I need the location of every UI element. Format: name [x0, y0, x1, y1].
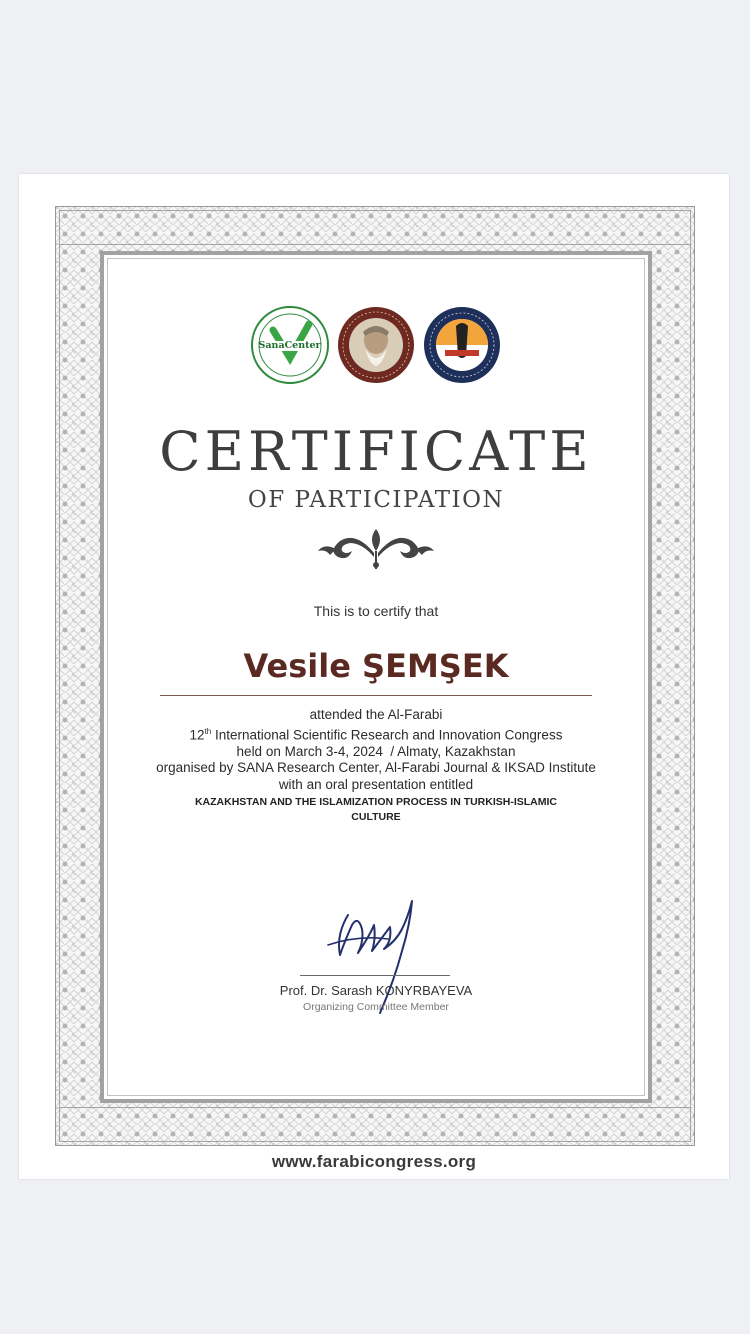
signature-line	[300, 975, 450, 976]
detail-line-3: held on March 3-4, 2024 / Almaty, Kazakhstan	[236, 743, 516, 759]
certificate-sheet	[19, 174, 729, 1179]
signature-icon	[318, 895, 438, 1025]
detail-line-2: 12th International Scientific Research and Innovation Congress	[189, 726, 563, 742]
border-line-bottom	[59, 1107, 691, 1108]
certificate-title: CERTIFICATE	[159, 420, 593, 483]
decorative-border	[55, 206, 695, 1146]
sana-center-logo	[251, 306, 329, 384]
iksad-institute-logo	[423, 306, 501, 384]
al-farabi-journal-logo	[337, 306, 415, 384]
ornament-icon	[316, 521, 436, 573]
certificate-details	[104, 707, 648, 793]
detail-line-1: attended the Al-Farabi	[309, 707, 443, 722]
detail-line-5: with an oral presentation entitled	[278, 776, 474, 792]
signer-name: Prof. Dr. Sarash KONYRBAYEVA	[279, 983, 473, 998]
border-line-top	[59, 244, 691, 245]
signer-role: Organizing Committee Member	[303, 1001, 449, 1013]
certificate-subtitle: OF PARTICIPATION	[247, 487, 505, 513]
certify-intro: This is to certify that	[313, 603, 439, 619]
recipient-name: Vesile ŞEMŞEK	[243, 647, 509, 685]
website-url: www.farabicongress.org	[271, 1152, 477, 1171]
presentation-title: KAZAKHSTAN AND THE ISLAMIZATION PROCESS IN TURKISH-ISLAMIC CULTURE	[194, 796, 558, 823]
certificate-body	[100, 251, 652, 1103]
sana-center-logo-text: SanaCenter	[258, 340, 321, 351]
logo-row	[104, 306, 648, 384]
name-underline	[160, 695, 592, 696]
detail-line-4: organised by SANA Research Center, Al-Farabi Journal & IKSAD Institute	[156, 760, 596, 775]
